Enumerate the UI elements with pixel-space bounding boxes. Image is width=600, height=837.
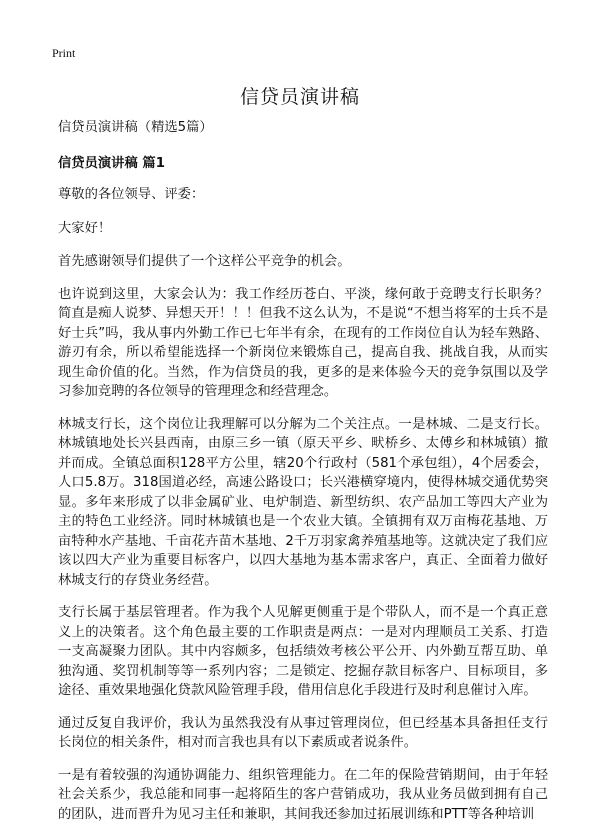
paragraph: 支行长属于基层管理者。作为我个人见解更侧重于是个带队人，而不是一个真正意义上的决策者。这个角色最主要的工作职责是两点：一是对内理顺员工关系、打造一支高凝聚力团队。其中内容颇多，包括绩效考核公平公开、内外勤互帮互助、单独沟通、奖罚机制等等一系列内容；二是锁定、挖掘存款目标客户、目标项目，多途径、重效果地强化贷款风险管理手段，借用信息化手段进行及时利息催讨入库。	[58, 605, 548, 698]
paragraph: 也许说到这里，大家会认为：我工作经历苍白、平淡，缘何敢于竞聘支行长职务？简直是痴人说梦、异想天开！！！但我不这么认为，不是说“不想当将军的士兵不是好士兵”吗，我从事内外勤工作已七年半有余，在现有的工作岗位自认为轻车熟路、游刃有余，所以希望能选择一个新岗位来锻炼自己，提高自我、挑战自我，从而实现生命价值的化。当然，作为信贷员的我，更多的是来体验今天的竞争氛围以及学习参加竞聘的各位领导的管理理念和经营理念。	[58, 286, 548, 399]
print-link[interactable]: Print	[52, 46, 76, 60]
paragraph: 林城支行长，这个岗位让我理解可以分解为二个关注点。一是林城、二是支行长。林城镇地处长兴县西南，由原三乡一镇（原天平乡、畎桥乡、太傅乡和林城镇）撤并而成。全镇总面积128平方公里，辖20个行政村（581个承包组），4个居委会，人口5.8万。318国道必经，高速公路设口；长兴港横穿境内，使得林城交通优势突显。多年来形成了以非金属矿业、电炉制造、新型纺织、农产品加工等四大产业为主的特色工业经济。同时林城镇也是一个农业大镇。全镇拥有双万亩梅花基地、万亩特种水产基地、千亩花卉苗木基地、2千万羽家禽养殖基地等。这就决定了我们应该以四大产业为重要目标客户，以四大基地为基本需求客户，真正、全面着力做好林城支行的存贷业务经营。	[58, 416, 548, 588]
paragraph: 首先感谢领导们提供了一个这样公平竞争的机会。	[58, 254, 351, 269]
page-title: 信贷员演讲稿	[239, 86, 360, 108]
paragraph: 尊敬的各位领导、评委：	[58, 187, 205, 202]
article-body	[58, 118, 548, 837]
paragraph: 通过反复自我评价，我认为虽然我没有从事过管理岗位，但已经基本具备担任支行长岗位的相关条件，相对而言我也具有以下素质或者说条件。	[58, 715, 548, 750]
paragraph: 一是有着较强的沟通协调能力、组织管理能力。在二年的保险营销期间，由于年轻社会关系少，我总能和同事一起将陌生的客户营销成功，我从业务员做到拥有自己的团队，进而晋升为见习主任和兼职，其间我还参加过拓展训练和PTT等各种培训	[58, 767, 548, 822]
article-subtitle: 信贷员演讲稿（精选5篇）	[58, 120, 213, 135]
paragraph: 大家好！	[58, 220, 112, 236]
section-heading: 信贷员演讲稿 篇1	[58, 155, 165, 171]
